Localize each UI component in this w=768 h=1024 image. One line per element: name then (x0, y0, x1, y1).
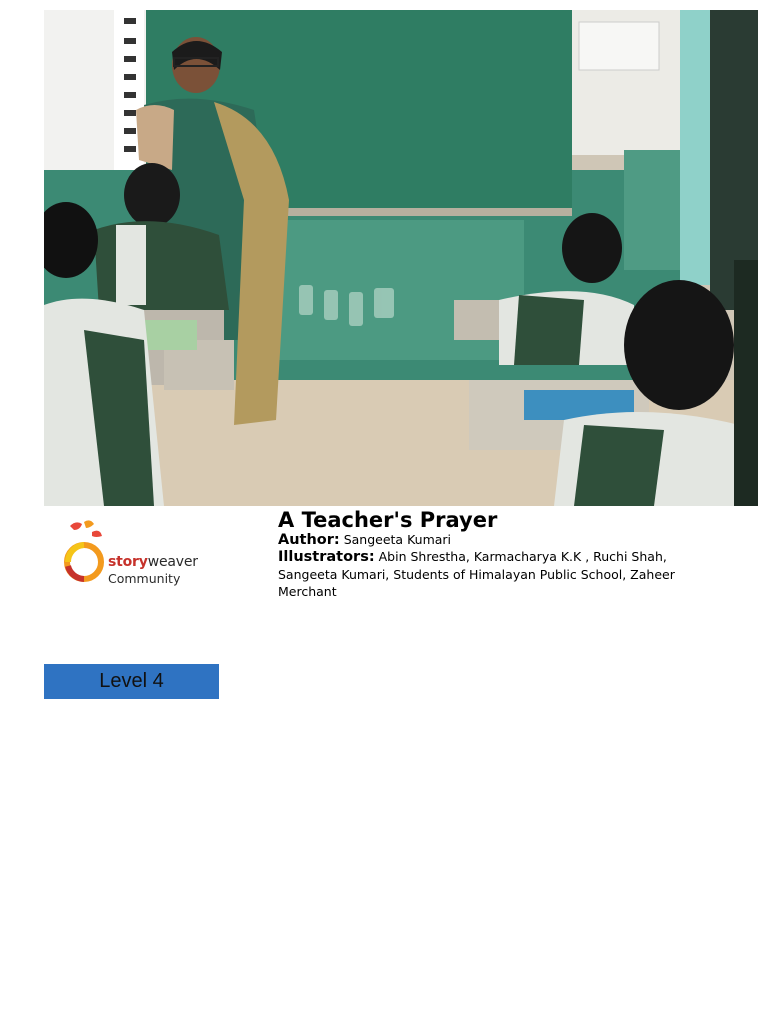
logo-word-story: story (108, 554, 148, 570)
logo-subtitle: Community (108, 571, 181, 586)
author-line (278, 531, 698, 549)
storyweaver-flame-icon (62, 518, 108, 588)
logo-word-weaver: weaver (147, 554, 198, 570)
illustrators-names: Abin Shrestha, Karmacharya K.K , Ruchi Shah, Sangeeta Kumari, Students of Himalayan Public School, Zaheer Merchant (278, 549, 675, 599)
author-label: Author: (278, 532, 340, 548)
illustrators-label: Illustrators: (278, 549, 375, 565)
storyweaver-logo (62, 516, 202, 604)
level-badge: Level 4 (44, 664, 219, 699)
cover-photo (44, 10, 758, 506)
logo-wordmark (108, 554, 198, 570)
illustrators-line (278, 548, 698, 600)
book-title: A Teacher's Prayer (278, 508, 498, 532)
author-name: Sangeeta Kumari (343, 532, 452, 547)
